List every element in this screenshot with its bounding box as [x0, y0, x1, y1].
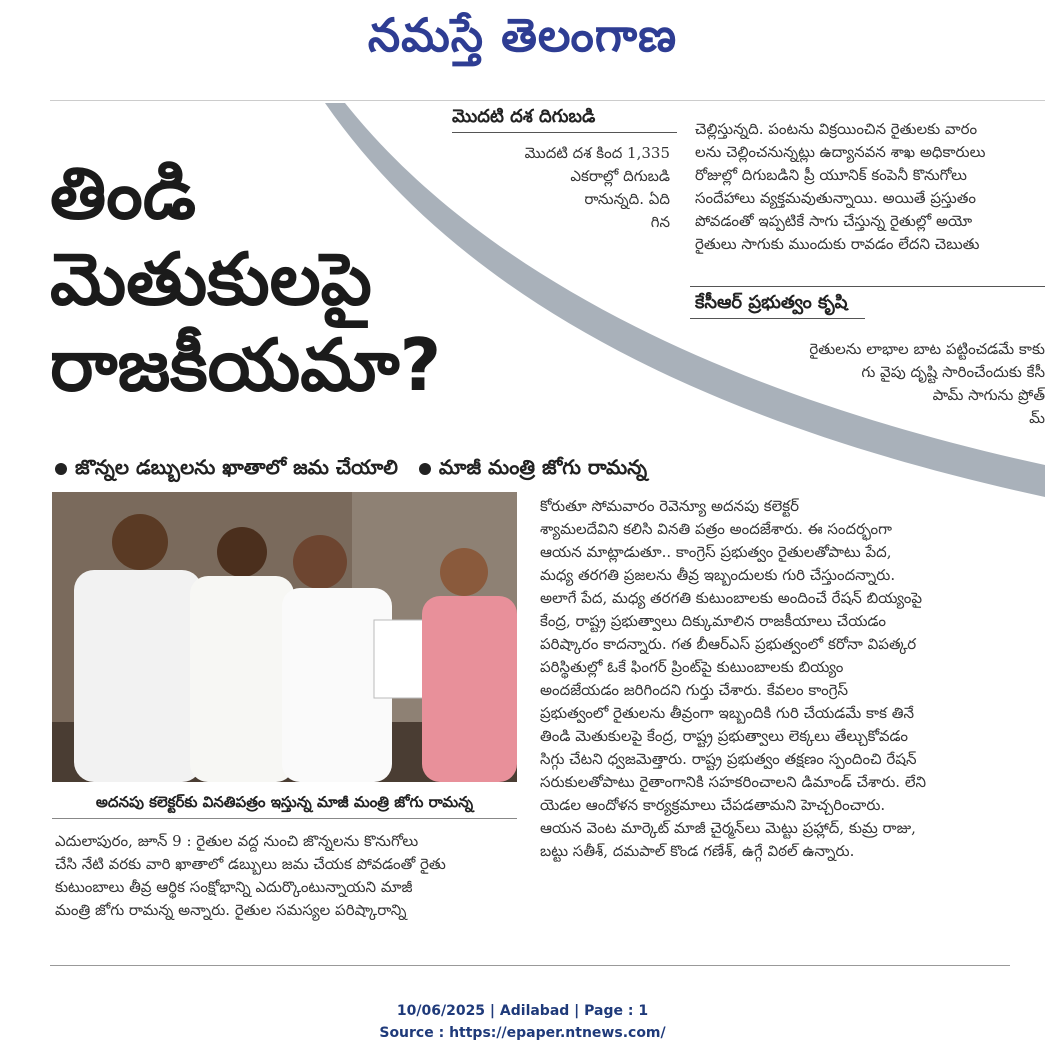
- headline-line-1: తిండి: [50, 151, 197, 235]
- sidebar-box2-line: గు వైపు దృష్టి సారించేందుకు కేసీ: [861, 363, 1045, 381]
- right-body-line: తిండి మెతుకులపై కేంద్ర, రాష్ట్ర ప్రభుత్వాలు లెక్కలు తేల్చుకోవడం: [540, 727, 909, 745]
- bottom-rule: [50, 965, 1010, 966]
- right-body-line: కోరుతూ సోమవారం రెవెన్యూ అదనపు కలెక్టర్: [540, 497, 799, 515]
- right-body-line: కేంద్ర, రాష్ట్ర ప్రభుత్వాలు దిక్కుమాలిన రాజకీయాలు చేయడం: [540, 612, 886, 630]
- sidebar-box1-rule: [452, 132, 677, 133]
- footer-date-line: 10/06/2025 | Adilabad | Page : 1: [396, 1003, 649, 1019]
- subhead-1: జొన్నల డబ్బులను ఖాతాలో జమ చేయాలి: [75, 455, 398, 479]
- subheads: [55, 455, 647, 484]
- sidebar-box1-line: రానున్నది. ఏది: [584, 190, 670, 208]
- sidebar-box2-line: మ్: [1029, 409, 1045, 427]
- sidebar-box2-heading: కేసీఆర్ ప్రభుత్వం కృషి: [695, 292, 848, 313]
- sidebar-box2-rule: [690, 318, 865, 319]
- sidebar-box1-text: [470, 142, 670, 234]
- footer: [0, 1000, 1045, 1044]
- right-col-line: లను చెల్లించనున్నట్లు ఉద్యానవన శాఖ అధికారులు: [695, 143, 986, 161]
- right-body-line: మధ్య తరగతి ప్రజలను తీవ్ర ఇబ్బందులకు గురి చేస్తుందన్నారు.: [540, 566, 896, 584]
- left-body-line: కుటుంబాలు తీవ్ర ఆర్థిక సంక్షోభాన్ని ఎదుర్కొంటున్నాయని మాజీ: [55, 878, 413, 896]
- sidebar-box1-line: మొదటి దశ కింద 1,335: [524, 144, 670, 162]
- sidebar-box2-line: రైతులను లాభాల బాట పట్టించడమే కాకు: [809, 340, 1045, 358]
- sidebar-box1-line: గిన: [650, 213, 670, 231]
- right-body: [540, 495, 1010, 863]
- subhead-2: మాజీ మంత్రి జోగు రామన్న: [438, 455, 648, 479]
- left-body-line: ఎదులాపురం, జూన్ 9 : రైతుల వద్ద నుంచి జొన్నలను కొనుగోలు: [55, 832, 419, 850]
- sidebar-box1-heading: మొదటి దశ దిగుబడి: [452, 106, 596, 127]
- bullet-icon: [419, 463, 431, 475]
- sidebar-box2-line: పామ్ సాగును ప్రోత్: [932, 386, 1045, 404]
- right-col-line: రోజుల్లో దిగుబడిని ప్రీ యూనిక్ కంపెనీ కొనుగోలు: [695, 166, 967, 184]
- right-body-line: శ్యామలదేవిని కలిసి వినతి పత్రం అందజేశారు. ఈ సందర్భంగా: [540, 520, 892, 538]
- footer-source-link[interactable]: Source : https://epaper.ntnews.com/: [379, 1025, 666, 1041]
- masthead-title: నమస్తే తెలంగాణ: [367, 8, 678, 62]
- right-column-top: [695, 118, 1045, 256]
- right-body-line: సిగ్గు చేటని ధ్వజమెత్తారు. రాష్ట్ర ప్రభుత్వం తక్షణం స్పందించి రేషన్: [540, 750, 917, 768]
- sidebar-box2-top-rule: [690, 286, 1045, 287]
- photo-illustration: [52, 492, 517, 782]
- bullet-icon: [55, 463, 67, 475]
- left-body-line: మంత్రి జోగు రామన్న అన్నారు. రైతుల సమస్యల పరిష్కారాన్ని: [55, 901, 407, 919]
- headline-line-3: రాజకీయమా?: [50, 323, 442, 407]
- right-body-line: ప్రభుత్వంలో రైతులను తీవ్రంగా ఇబ్బందికి గురి చేయడమే కాక తినే: [540, 704, 915, 722]
- right-col-line: పోవడంతో ఇప్పటికే సాగు చేస్తున్న రైతుల్లో అయో: [695, 212, 973, 230]
- headline-line-2: మెతుకులపై: [50, 237, 372, 321]
- news-photo: [52, 492, 517, 782]
- left-body-line: చేసి నేటి వరకు వారి ఖాతాలో డబ్బులు జమ చేయక పోవడంతో రైతు: [55, 855, 446, 873]
- right-body-line: పరిస్థితుల్లో ఓకే ఫింగర్ ప్రింట్‌పై కుటుంబాలకు బియ్యం: [540, 658, 844, 676]
- right-body-line: యెడల ఆందోళన కార్యక్రమాలు చేపడతామని హెచ్చరించారు.: [540, 796, 886, 814]
- right-body-line: బట్టు సతీశ్, దమపాల్ కొండ గణేశ్, ఉగ్గే విఠల్ ఉన్నారు.: [540, 842, 855, 860]
- right-body-line: ఆయన మాట్లాడుతూ.. కాంగ్రెస్ ప్రభుత్వం రైతులతోపాటు పేద,: [540, 543, 892, 561]
- sidebar-box2-text: [700, 338, 1045, 430]
- right-body-line: సరుకులతోపాటు రైతాంగానికి సహకరించాలని డిమాండ్ చేశారు. లేని: [540, 773, 926, 791]
- right-col-line: చెల్లిస్తున్నది. పంటను విక్రయించిన రైతులకు వారం: [695, 120, 978, 138]
- left-body: [55, 830, 517, 922]
- right-body-line: అందజేయడం జరిగిందని గుర్తు చేశారు. కేవలం కాంగ్రెస్: [540, 681, 849, 699]
- sidebar-box1-line: ఎకరాల్లో దిగుబడి: [570, 167, 670, 185]
- right-col-line: రైతులు సాగుకు ముందుకు రావడం లేదని చెబుతు: [695, 235, 980, 253]
- right-body-line: అలాగే పేద, మధ్య తరగతి కుటుంబాలకు అందించే రేషన్ బియ్యంపై: [540, 589, 923, 607]
- caption-rule: [52, 818, 517, 819]
- right-body-line: పరిష్కారం కాదన్నారు. గత బీఆర్‌ఎస్ ప్రభుత్వంలో కరోనా విపత్కర: [540, 635, 917, 653]
- right-col-line: సందేహాలు వ్యక్తమవుతున్నాయి. అయితే ప్రస్తుతం: [695, 189, 977, 207]
- photo-caption: అదనపు కలెక్టర్‌కు వినతిపత్రం ఇస్తున్న మాజీ మంత్రి జోగు రామన్న: [95, 793, 474, 811]
- right-body-line: ఆయన వెంట మార్కెట్ మాజీ చైర్మన్‌లు మెట్టు ప్రహ్లాద్, కుమ్ర రాజు,: [540, 819, 916, 837]
